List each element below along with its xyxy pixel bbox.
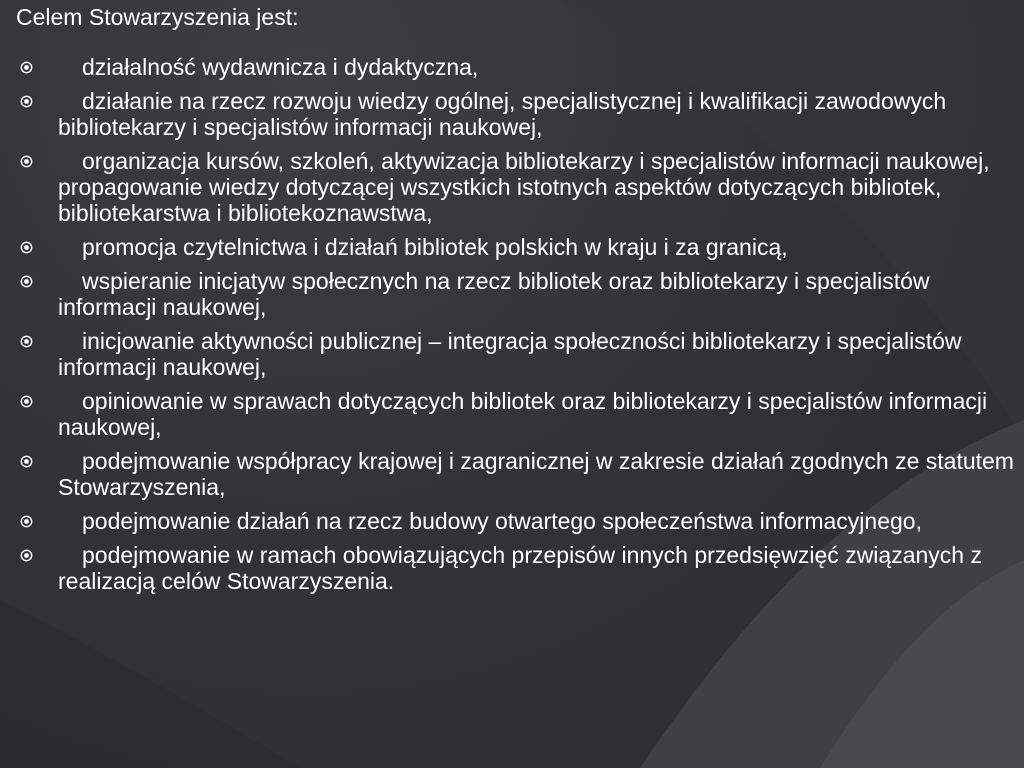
- circled-dot-icon: [20, 95, 33, 108]
- goals-list: [12, 54, 1018, 594]
- intro-text: Celem Stowarzyszenia jest:: [16, 4, 299, 30]
- list-item: [12, 54, 1018, 80]
- circled-dot-icon: [20, 395, 33, 408]
- list-item: [12, 388, 1018, 440]
- list-item: [12, 268, 1018, 320]
- circled-dot-icon: [20, 61, 33, 74]
- list-item-text: działalność wydawnicza i dydaktyczna,: [82, 54, 479, 80]
- list-item: [12, 542, 1018, 594]
- list-item-text: działanie na rzecz rozwoju wiedzy ogólnej, specjalistycznej i kwalifikacji zawodowych bibliotekarzy i specjalistów informacji naukowej,: [58, 88, 947, 140]
- list-item: [12, 448, 1018, 500]
- list-item-text: inicjowanie aktywności publicznej – integracja społeczności bibliotekarzy i specjalistów informacji naukowej,: [58, 328, 962, 380]
- circled-dot-icon: [20, 549, 33, 562]
- slide-content: [12, 4, 1018, 602]
- list-item-text: wspieranie inicjatyw społecznych na rzecz bibliotek oraz bibliotekarzy i specjalistów informacji naukowej,: [58, 268, 930, 320]
- list-item-text: podejmowanie współpracy krajowej i zagranicznej w zakresie działań zgodnych ze statutem Stowarzyszenia,: [58, 448, 1014, 500]
- circled-dot-icon: [20, 335, 33, 348]
- circled-dot-icon: [20, 155, 33, 168]
- list-item-text: organizacja kursów, szkoleń, aktywizacja bibliotekarzy i specjalistów informacji naukowej, propagowanie wiedzy dotyczącej wszystkich istotnych aspektów dotyczących bibliotek, bibliotekarstwa i bibliotekoznawstwa,: [58, 148, 990, 226]
- list-item: [12, 508, 1018, 534]
- list-item: [12, 148, 1018, 226]
- circled-dot-icon: [20, 455, 33, 468]
- list-item: [12, 328, 1018, 380]
- list-item: [12, 234, 1018, 260]
- circled-dot-icon: [20, 275, 33, 288]
- list-item-text: opiniowanie w sprawach dotyczących bibliotek oraz bibliotekarzy i specjalistów informacji naukowej,: [58, 388, 988, 440]
- circled-dot-icon: [20, 515, 33, 528]
- list-item-text: podejmowanie działań na rzecz budowy otwartego społeczeństwa informacyjnego,: [82, 508, 922, 534]
- circled-dot-icon: [20, 241, 33, 254]
- list-item-text: podejmowanie w ramach obowiązujących przepisów innych przedsięwzięć związanych z realizacją celów Stowarzyszenia.: [58, 542, 982, 594]
- list-item: [12, 88, 1018, 140]
- list-item-text: promocja czytelnictwa i działań bibliotek polskich w kraju i za granicą,: [82, 234, 788, 260]
